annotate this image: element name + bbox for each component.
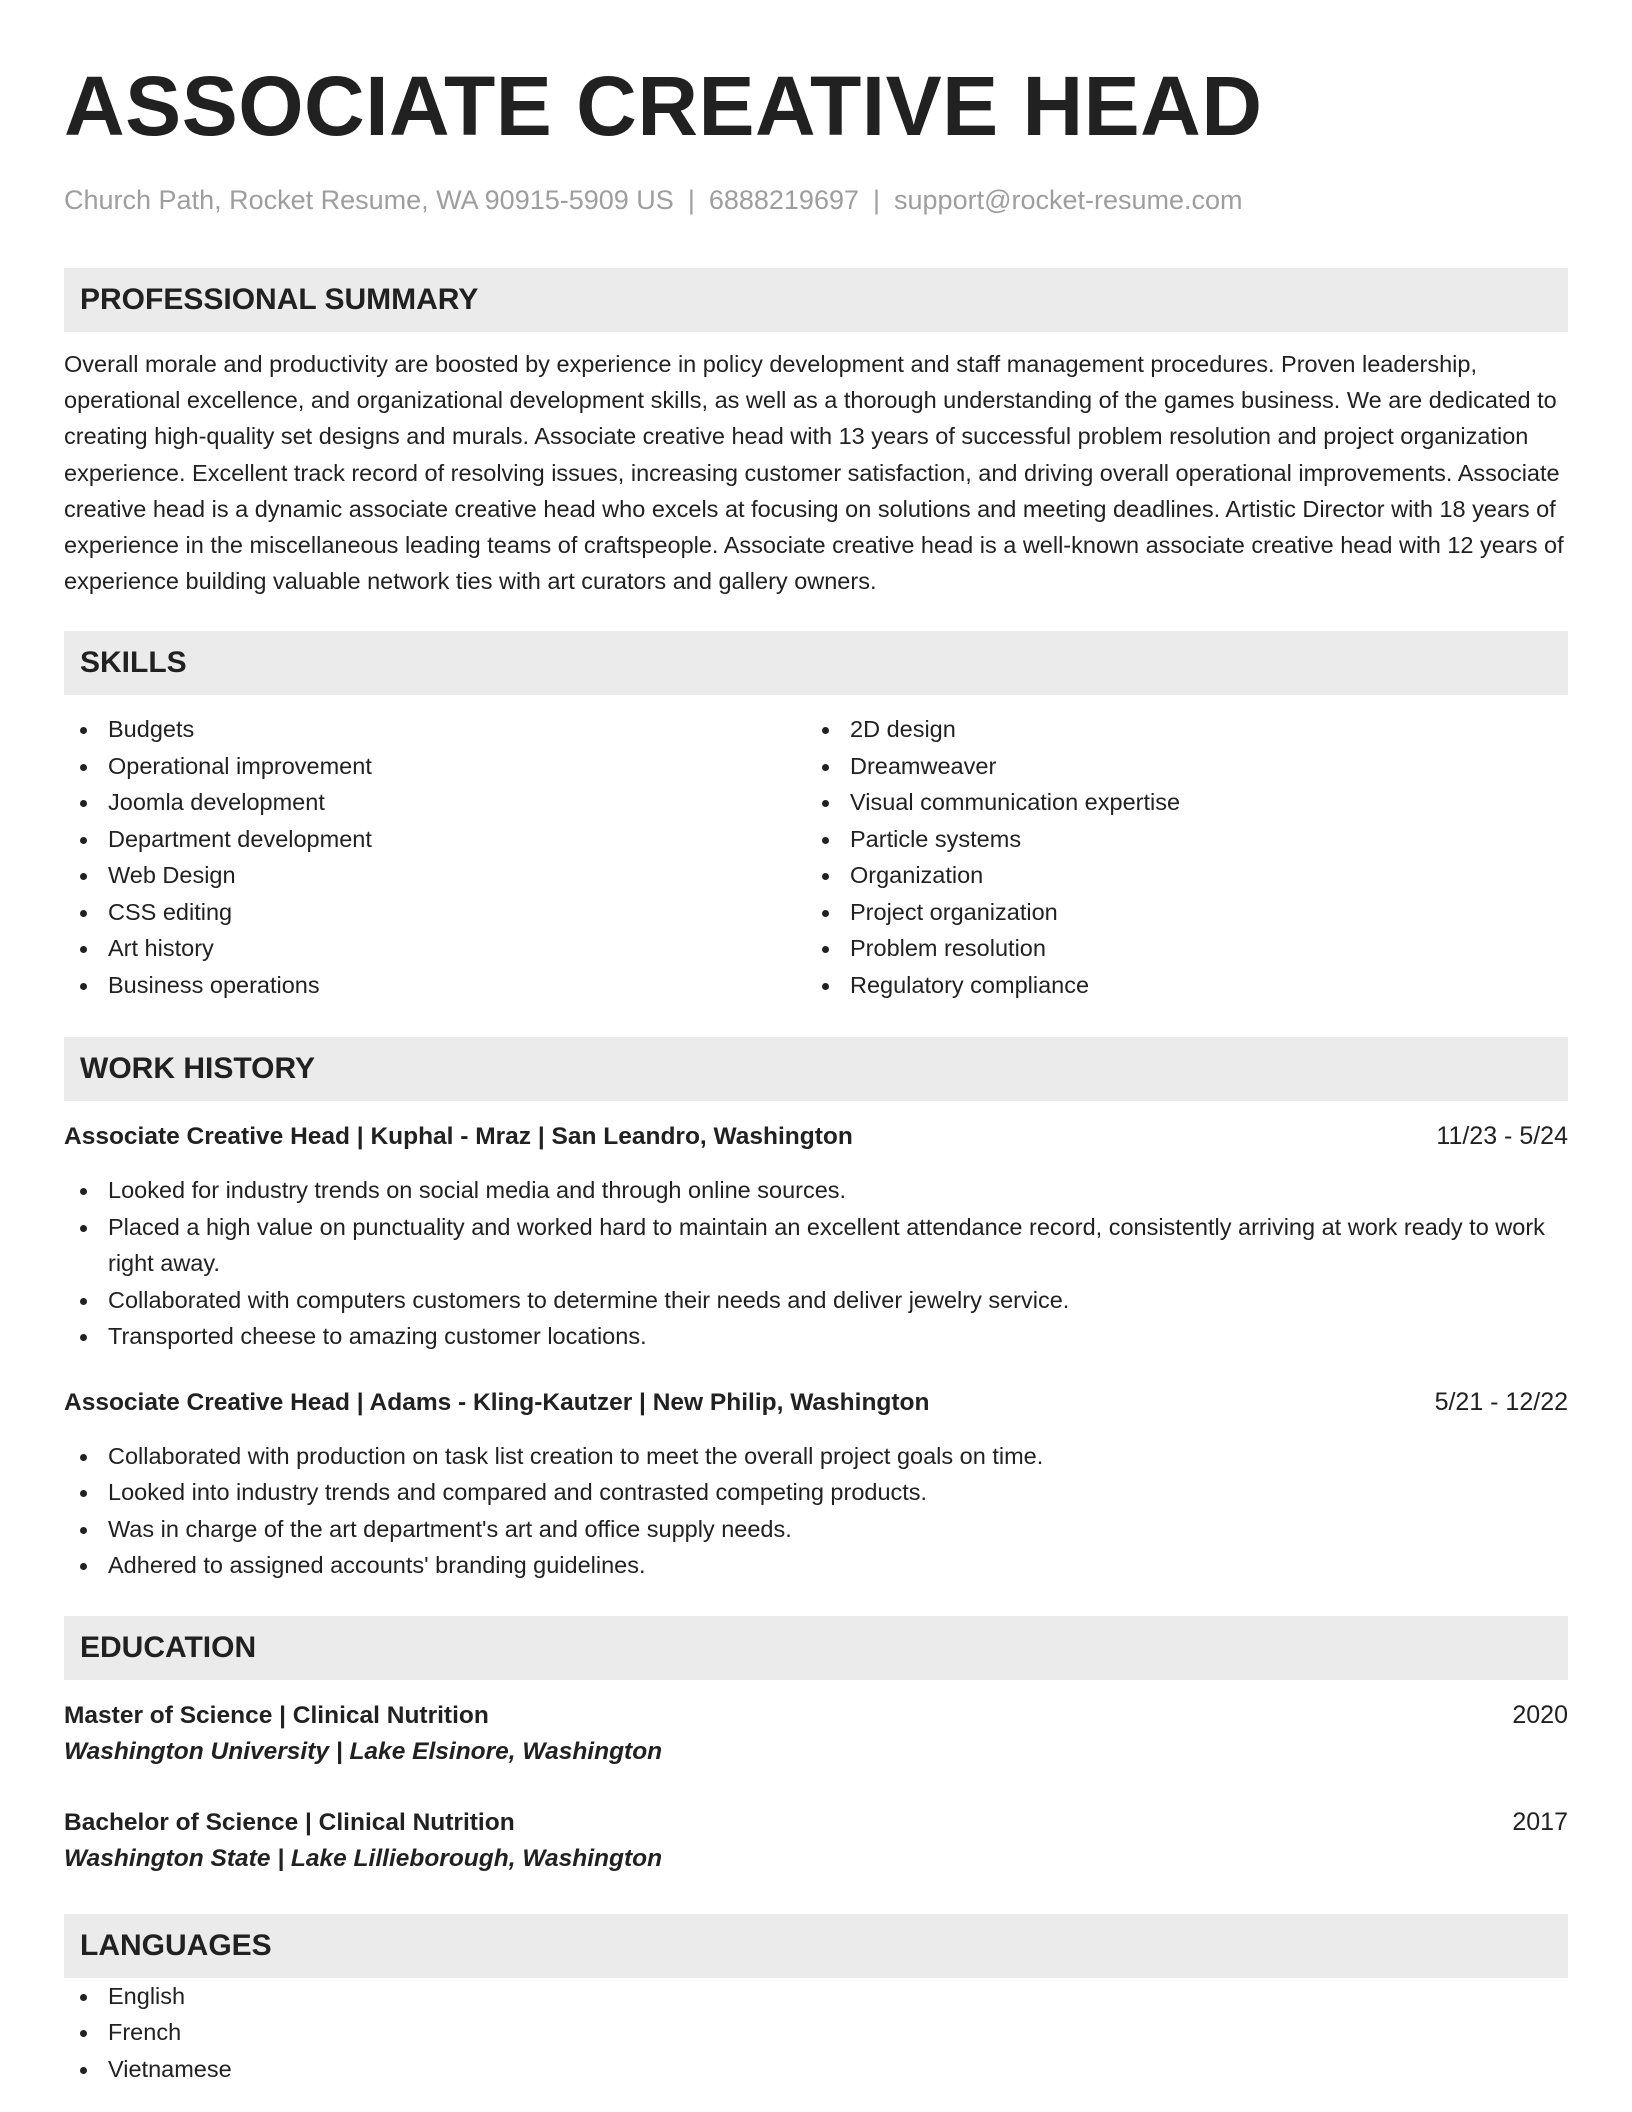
- job-bullet: Looked into industry trends and compared and contrasted competing products.: [64, 1474, 1568, 1511]
- skill-item: Particle systems: [806, 821, 1548, 858]
- education-entry: [64, 1698, 1568, 1771]
- language-item: Vietnamese: [64, 2051, 1568, 2088]
- language-item: French: [64, 2014, 1568, 2051]
- skill-item: Visual communication expertise: [806, 784, 1548, 821]
- contact-separator: |: [873, 185, 881, 215]
- job-entry: [64, 1119, 1568, 1355]
- skill-item: Dreamweaver: [806, 748, 1548, 785]
- skill-item: Joomla development: [64, 784, 806, 821]
- education-degree: Master of Science | Clinical Nutrition: [64, 1701, 489, 1729]
- skill-item: Project organization: [806, 894, 1548, 931]
- job-header: [64, 1119, 1568, 1154]
- skill-item: Problem resolution: [806, 930, 1548, 967]
- summary-heading: PROFESSIONAL SUMMARY: [64, 268, 1568, 332]
- education-degree: Bachelor of Science | Clinical Nutrition: [64, 1808, 515, 1836]
- skill-item: Organization: [806, 857, 1548, 894]
- skill-item: Regulatory compliance: [806, 967, 1548, 1004]
- job-bullet: Looked for industry trends on social media and through online sources.: [64, 1172, 1568, 1209]
- skill-item: Business operations: [64, 967, 806, 1004]
- skill-item: Budgets: [64, 711, 806, 748]
- contact-separator: |: [687, 185, 695, 215]
- job-bullet: Transported cheese to amazing customer locations.: [64, 1318, 1568, 1355]
- job-title: Associate Creative Head | Adams - Kling-Kautzer | New Philip, Washington: [64, 1388, 930, 1416]
- job-bullet: Was in charge of the art department's art and office supply needs.: [64, 1511, 1568, 1548]
- job-header: [64, 1385, 1568, 1420]
- skills-column-right: [806, 711, 1548, 1003]
- skills-list-left: [64, 711, 806, 1003]
- summary-text: Overall morale and productivity are boosted by experience in policy development and staff management procedures. Proven leadership, operational excellence, and organizational development skills, as well as a thorough understanding of the games business. We are dedicated to creating high-quality set designs and murals. Associate creative head with 13 years of successful problem resolution and project organization experience. Excellent track record of resolving issues, increasing customer satisfaction, and driving overall operational improvements. Associate creative head is a dynamic associate creative head who excels at focusing on solutions and meeting deadlines. Artistic Director with 18 years of experience in the miscellaneous leading teams of craftspeople. Associate creative head is a well-known associate creative head with 12 years of experience building valuable network ties with art curators and gallery owners.: [64, 351, 1564, 595]
- languages-heading: LANGUAGES: [64, 1914, 1568, 1978]
- language-item: English: [64, 1978, 1568, 2015]
- work-history-heading: WORK HISTORY: [64, 1037, 1568, 1101]
- contact-phone: 6888219697: [708, 185, 859, 215]
- education-header: [64, 1698, 1568, 1733]
- education-school: Washington University | Lake Elsinore, Washington: [64, 1737, 663, 1765]
- job-bullet: Collaborated with production on task list creation to meet the overall project goals on time.: [64, 1438, 1568, 1475]
- skills-list-right: [806, 711, 1548, 1003]
- education-year: 2017: [1512, 1807, 1568, 1836]
- education-entry: [64, 1805, 1568, 1878]
- job-entry: [64, 1385, 1568, 1584]
- job-bullet: Adhered to assigned accounts' branding guidelines.: [64, 1547, 1568, 1584]
- languages-list: [64, 1978, 1568, 2088]
- job-dates: 11/23 - 5/24: [1436, 1122, 1568, 1151]
- skill-item: CSS editing: [64, 894, 806, 931]
- education-school: Washington State | Lake Lillieborough, Washington: [64, 1844, 663, 1872]
- contact-line: [64, 184, 1568, 216]
- contact-address: Church Path, Rocket Resume, WA 90915-5909 US: [64, 185, 674, 215]
- skills-grid: [64, 711, 1568, 1003]
- skills-column-left: [64, 711, 806, 1003]
- job-bullet: Collaborated with computers customers to determine their needs and deliver jewelry service.: [64, 1282, 1568, 1319]
- job-bullets: [64, 1172, 1568, 1355]
- skill-item: Operational improvement: [64, 748, 806, 785]
- job-bullet: Placed a high value on punctuality and worked hard to maintain an excellent attendance record, consistently arriving at work ready to work right away.: [64, 1209, 1568, 1282]
- skill-item: Department development: [64, 821, 806, 858]
- resume-title: ASSOCIATE CREATIVE HEAD: [64, 59, 1263, 153]
- skill-item: Art history: [64, 930, 806, 967]
- contact-email[interactable]: support@rocket-resume.com: [894, 185, 1243, 215]
- education-header: [64, 1805, 1568, 1840]
- skill-item: Web Design: [64, 857, 806, 894]
- job-dates: 5/21 - 12/22: [1434, 1387, 1568, 1416]
- education-heading: EDUCATION: [64, 1616, 1568, 1680]
- job-title: Associate Creative Head | Kuphal - Mraz | San Leandro, Washington: [64, 1123, 853, 1151]
- skill-item: 2D design: [806, 711, 1548, 748]
- skills-heading: SKILLS: [64, 631, 1568, 695]
- education-year: 2020: [1512, 1700, 1568, 1729]
- job-bullets: [64, 1438, 1568, 1584]
